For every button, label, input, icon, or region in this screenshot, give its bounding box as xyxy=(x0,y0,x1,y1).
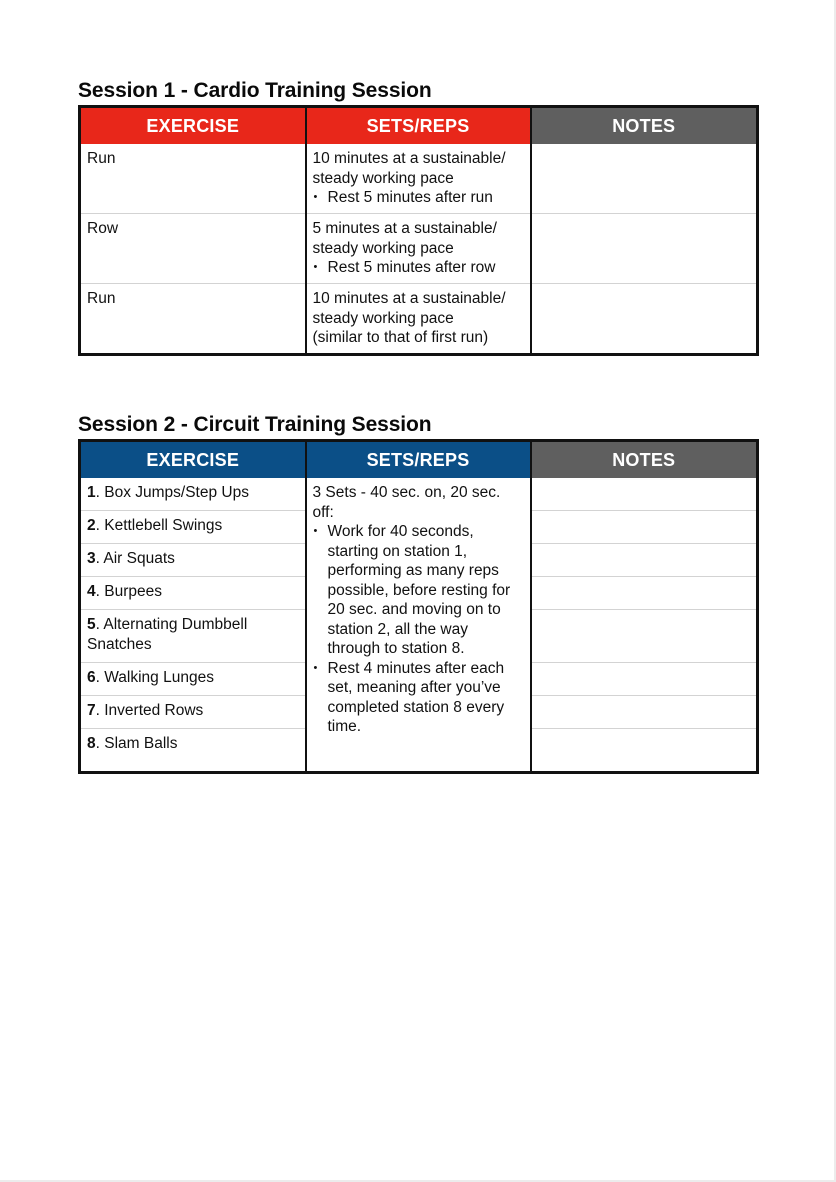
bullet-text: Work for 40 seconds, starting on station 1, performing as many reps possible, before resting for 20 sec. and moving on to station 2, all the way through to station 8. xyxy=(327,523,511,657)
station-number: 4 xyxy=(87,583,96,600)
bullet-text: Rest 5 minutes after row xyxy=(327,259,496,276)
exercise-cell xyxy=(80,729,306,773)
sets-cell xyxy=(306,214,531,284)
session-2-table xyxy=(78,439,759,774)
session-2-title: Session 2 - Circuit Training Session xyxy=(78,413,432,436)
table-row xyxy=(80,214,758,284)
header-notes: NOTES xyxy=(531,107,758,145)
notes-cell[interactable] xyxy=(531,544,758,577)
sets-text: 10 minutes at a sustainable/ xyxy=(312,150,506,167)
exercise-cell: Run xyxy=(80,284,306,355)
exercise-name: . Inverted Rows xyxy=(95,702,204,719)
sets-cell xyxy=(306,144,531,214)
sets-cell xyxy=(306,284,531,355)
exercise-cell xyxy=(80,696,306,729)
exercise-cell: Row xyxy=(80,214,306,284)
exercise-name: . Air Squats xyxy=(95,550,175,567)
exercise-cell xyxy=(80,663,306,696)
session-1-table xyxy=(78,105,759,356)
station-number: 5 xyxy=(87,616,96,633)
station-number: 8 xyxy=(87,735,96,752)
bullet-icon: • xyxy=(313,191,318,203)
station-number: 7 xyxy=(87,702,96,719)
sets-text: 5 minutes at a sustainable/ xyxy=(312,220,497,237)
sets-text: steady working pace xyxy=(312,169,454,187)
exercise-cell xyxy=(80,511,306,544)
exercise-cell xyxy=(80,478,306,511)
table-row xyxy=(80,284,758,355)
bullet-item xyxy=(313,522,524,659)
bullet-icon: • xyxy=(313,525,318,537)
sets-text: 10 minutes at a sustainable/ xyxy=(312,290,506,307)
notes-cell[interactable] xyxy=(531,511,758,544)
exercise-cell: Run xyxy=(87,150,116,167)
header-sets-reps: SETS/REPS xyxy=(306,441,531,479)
table-header-row xyxy=(80,107,758,145)
notes-cell[interactable] xyxy=(531,478,758,511)
notes-cell[interactable] xyxy=(531,144,758,214)
notes-cell[interactable] xyxy=(531,663,758,696)
station-number: 6 xyxy=(87,669,96,686)
sets-text: steady working pace xyxy=(312,239,454,257)
station-number: 3 xyxy=(87,550,96,567)
notes-cell[interactable] xyxy=(531,577,758,610)
header-exercise: EXERCISE xyxy=(80,107,306,145)
exercise-cell xyxy=(80,544,306,577)
exercise-name: . Alternating Dumbbell Snatches xyxy=(87,616,248,653)
sets-text: steady working pace xyxy=(312,309,454,327)
bullet-item xyxy=(313,659,524,737)
header-exercise: EXERCISE xyxy=(80,441,306,479)
notes-cell[interactable] xyxy=(531,214,758,284)
sets-cell xyxy=(306,478,531,773)
table-header-row xyxy=(80,441,758,479)
sets-intro: 3 Sets - 40 sec. on, 20 sec. off: xyxy=(312,484,501,521)
bullet-item xyxy=(313,258,524,278)
exercise-cell xyxy=(80,577,306,610)
sets-text: (similar to that of first run) xyxy=(312,329,489,346)
notes-cell[interactable] xyxy=(531,610,758,663)
bullet-icon: • xyxy=(313,661,318,674)
bullet-text: Rest 4 minutes after each set, meaning after you’ve completed station 8 every time. xyxy=(327,659,505,735)
exercise-name: . Slam Balls xyxy=(95,735,178,752)
header-notes: NOTES xyxy=(531,441,758,479)
exercise-name: . Kettlebell Swings xyxy=(95,517,223,534)
session-2 xyxy=(78,413,756,774)
notes-cell[interactable] xyxy=(531,729,758,773)
notes-cell[interactable] xyxy=(531,284,758,355)
table-row xyxy=(80,144,758,214)
table-row xyxy=(80,478,758,511)
exercise-cell xyxy=(80,610,306,663)
exercise-name: . Walking Lunges xyxy=(95,669,214,686)
notes-cell[interactable] xyxy=(531,696,758,729)
exercise-name: . Burpees xyxy=(95,583,162,600)
session-1-title: Session 1 - Cardio Training Session xyxy=(78,79,432,102)
bullet-item xyxy=(313,188,524,208)
header-sets-reps: SETS/REPS xyxy=(306,107,531,145)
exercise-name: . Box Jumps/Step Ups xyxy=(95,484,249,501)
station-number: 2 xyxy=(87,517,96,534)
bullet-text: Rest 5 minutes after run xyxy=(327,189,493,206)
bullet-icon: • xyxy=(313,261,318,273)
station-number: 1 xyxy=(87,484,96,501)
session-1 xyxy=(78,79,756,356)
